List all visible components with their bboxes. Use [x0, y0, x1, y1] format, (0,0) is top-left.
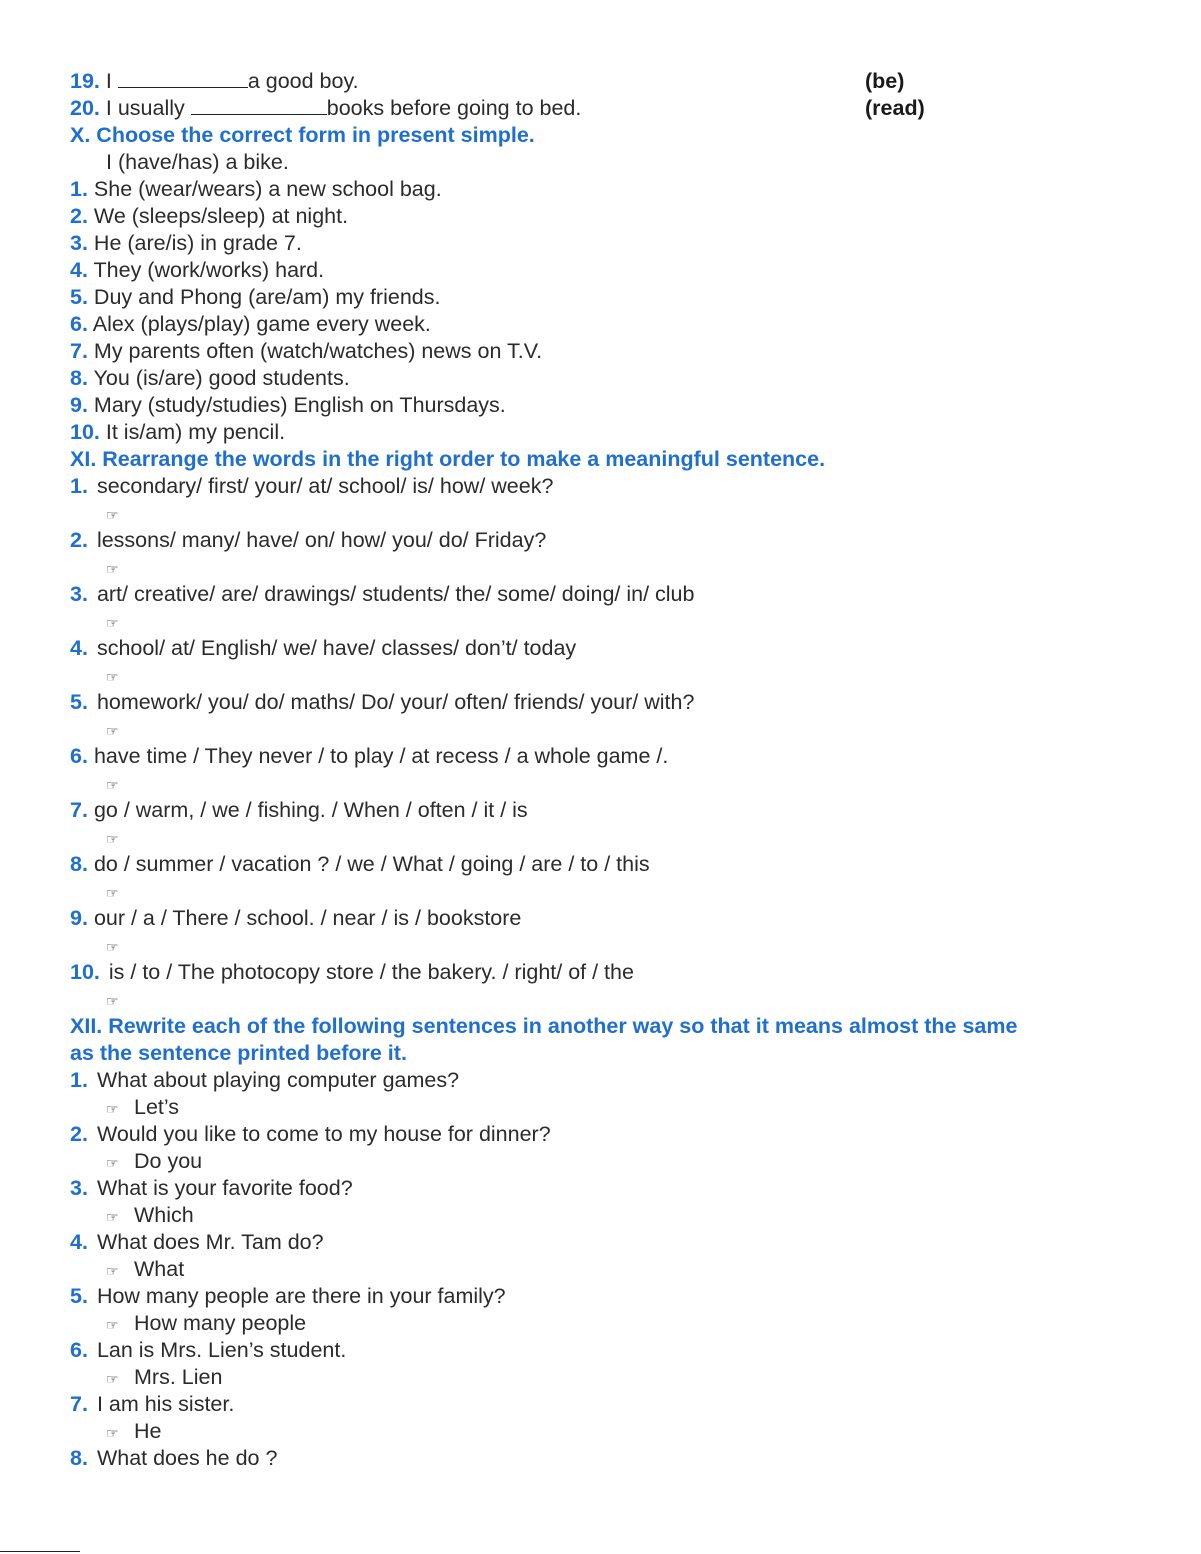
pointing-hand-icon: ☞ — [106, 669, 119, 685]
answer-line[interactable] — [70, 1094, 1130, 1121]
section-xi-list — [70, 473, 1130, 1013]
verb-hint: (read) — [865, 96, 925, 120]
pointing-hand-icon: ☞ — [106, 561, 119, 577]
question-text-before: I — [105, 69, 118, 93]
list-item — [70, 311, 1130, 338]
answer-line[interactable] — [70, 986, 1130, 1013]
answer-start-text: Do you — [134, 1149, 203, 1173]
pointing-hand-icon: ☞ — [106, 1101, 119, 1117]
question-text-after: books before going to bed. — [326, 96, 582, 120]
question-text: I am his sister. — [96, 1392, 235, 1416]
question-number: 4. — [70, 636, 88, 660]
answer-line[interactable] — [70, 554, 1130, 581]
pointing-hand-icon: ☞ — [106, 1155, 119, 1171]
section-x-example: I (have/has) a bike. — [106, 150, 289, 174]
list-item — [70, 527, 1130, 554]
question-number: 1. — [70, 474, 88, 498]
question-text: Lan is Mrs. Lien’s student. — [96, 1338, 347, 1362]
answer-start-text: Which — [134, 1203, 194, 1227]
pointing-hand-icon: ☞ — [106, 831, 119, 847]
question-number: 9. — [70, 906, 88, 930]
answer-blank[interactable] — [191, 96, 327, 115]
list-item — [70, 797, 1130, 824]
question-number: 7. — [70, 1392, 88, 1416]
pointing-hand-icon: ☞ — [106, 1317, 119, 1333]
question-number: 8. — [70, 852, 88, 876]
question-text: do / summer / vacation ? / we / What / going / are / to / this — [93, 852, 650, 876]
question-number: 8. — [70, 1446, 88, 1470]
pointing-hand-icon: ☞ — [106, 1263, 119, 1279]
list-item — [70, 365, 1130, 392]
question-text: Mary (study/studies) English on Thursdays. — [93, 393, 506, 417]
question-text: My parents often (watch/watches) news on T.V. — [93, 339, 543, 363]
question-number: 1. — [70, 1068, 88, 1092]
section-xii-list — [70, 1067, 1130, 1472]
answer-start-text: Let’s — [134, 1095, 180, 1119]
question-text: We (sleeps/sleep) at night. — [93, 204, 349, 228]
pointing-hand-icon: ☞ — [106, 507, 119, 523]
question-text: lessons/ many/ have/ on/ how/ you/ do/ Friday? — [96, 528, 547, 552]
question-text: What about playing computer games? — [96, 1068, 460, 1092]
question-number: 19. — [70, 69, 100, 93]
answer-start-text: What — [134, 1257, 185, 1281]
question-text: They (work/works) hard. — [93, 258, 325, 282]
question-text: He (are/is) in grade 7. — [93, 231, 302, 255]
question-number: 6. — [70, 1338, 88, 1362]
list-item — [70, 473, 1130, 500]
question-text-before: I usually — [105, 96, 191, 120]
question-number: 6. — [70, 744, 88, 768]
section-xi-heading: XI. Rearrange the words in the right order to make a meaningful sentence. — [70, 447, 826, 471]
answer-start-text: Mrs. Lien — [134, 1365, 223, 1389]
verb-hint: (be) — [865, 69, 905, 93]
question-number: 1. — [70, 177, 88, 201]
question-text: Duy and Phong (are/am) my friends. — [93, 285, 441, 309]
question-text: What does Mr. Tam do? — [96, 1230, 324, 1254]
answer-line[interactable] — [70, 608, 1130, 635]
answer-start-text: How many people — [134, 1311, 307, 1335]
question-number: 10. — [70, 420, 100, 444]
question-text: is / to / The photocopy store / the bakery. / right/ of / the — [108, 960, 634, 984]
list-item — [70, 851, 1130, 878]
question-number: 6. — [70, 312, 88, 336]
question-number: 9. — [70, 393, 88, 417]
question-text: She (wear/wears) a new school bag. — [93, 177, 442, 201]
question-number: 20. — [70, 96, 100, 120]
answer-line[interactable] — [70, 824, 1130, 851]
question-text: secondary/ first/ your/ at/ school/ is/ how/ week? — [96, 474, 554, 498]
question-text: You (is/are) good students. — [93, 366, 350, 390]
question-text: go / warm, / we / fishing. / When / often / it / is — [93, 798, 528, 822]
question-number: 7. — [70, 798, 88, 822]
question-text: It is/am) my pencil. — [105, 420, 286, 444]
list-item — [70, 176, 1130, 203]
list-item — [70, 1445, 1130, 1472]
list-item — [70, 203, 1130, 230]
question-number: 10. — [70, 960, 100, 984]
question-text: art/ creative/ are/ drawings/ students/ the/ some/ doing/ in/ club — [96, 582, 695, 606]
question-text: Would you like to come to my house for dinner? — [96, 1122, 551, 1146]
answer-line[interactable] — [70, 1364, 1130, 1391]
question-number: 4. — [70, 1230, 88, 1254]
list-item — [70, 905, 1130, 932]
footnote-rule — [0, 1551, 80, 1552]
list-item — [70, 1121, 1130, 1148]
question-number: 2. — [70, 204, 88, 228]
list-item — [70, 284, 1130, 311]
answer-blank[interactable] — [118, 69, 248, 88]
list-item — [70, 1283, 1130, 1310]
section-x-list — [70, 176, 1130, 446]
list-item — [70, 392, 1130, 419]
list-item — [70, 959, 1130, 986]
question-text: have time / They never / to play / at recess / a whole game /. — [93, 744, 669, 768]
question-text: What does he do ? — [96, 1446, 278, 1470]
list-item — [70, 1067, 1130, 1094]
question-20 — [70, 95, 1130, 122]
question-text: school/ at/ English/ we/ have/ classes/ don’t/ today — [96, 636, 577, 660]
list-item — [70, 1229, 1130, 1256]
section-xii-heading-line1: XII. Rewrite each of the following sentences in another way so that it means almost the same — [70, 1014, 1018, 1038]
question-number: 7. — [70, 339, 88, 363]
list-item — [70, 689, 1130, 716]
question-number: 5. — [70, 1284, 88, 1308]
question-number: 2. — [70, 1122, 88, 1146]
question-number: 3. — [70, 582, 88, 606]
list-item — [70, 419, 1130, 446]
answer-line[interactable] — [70, 932, 1130, 959]
answer-line[interactable] — [70, 1148, 1130, 1175]
answer-line[interactable] — [70, 1256, 1130, 1283]
question-number: 4. — [70, 258, 88, 282]
question-19 — [70, 68, 1130, 95]
question-text-after: a good boy. — [247, 69, 359, 93]
list-item — [70, 1337, 1130, 1364]
pointing-hand-icon: ☞ — [106, 723, 119, 739]
pointing-hand-icon: ☞ — [106, 1209, 119, 1225]
question-text: homework/ you/ do/ maths/ Do/ your/ often/ friends/ your/ with? — [96, 690, 695, 714]
list-item — [70, 743, 1130, 770]
list-item — [70, 635, 1130, 662]
question-text: How many people are there in your family? — [96, 1284, 506, 1308]
question-text: Alex (plays/play) game every week. — [92, 312, 431, 336]
question-number: 3. — [70, 231, 88, 255]
list-item — [70, 581, 1130, 608]
question-text: What is your favorite food? — [96, 1176, 353, 1200]
question-text: our / a / There / school. / near / is / bookstore — [93, 906, 522, 930]
section-xii-heading-line2: as the sentence printed before it. — [70, 1041, 407, 1065]
question-number: 2. — [70, 528, 88, 552]
answer-line[interactable] — [70, 500, 1130, 527]
pointing-hand-icon: ☞ — [106, 777, 119, 793]
answer-line[interactable] — [70, 1310, 1130, 1337]
pointing-hand-icon: ☞ — [106, 615, 119, 631]
answer-start-text: He — [134, 1419, 162, 1443]
answer-line[interactable] — [70, 1202, 1130, 1229]
pointing-hand-icon: ☞ — [106, 885, 119, 901]
question-number: 5. — [70, 285, 88, 309]
pointing-hand-icon: ☞ — [106, 993, 119, 1009]
pointing-hand-icon: ☞ — [106, 1371, 119, 1387]
answer-line[interactable] — [70, 1418, 1130, 1445]
question-number: 5. — [70, 690, 88, 714]
answer-line[interactable] — [70, 716, 1130, 743]
list-item — [70, 1391, 1130, 1418]
answer-line[interactable] — [70, 770, 1130, 797]
section-x-heading: X. Choose the correct form in present simple. — [70, 123, 535, 147]
question-number: 3. — [70, 1176, 88, 1200]
answer-line[interactable] — [70, 878, 1130, 905]
answer-line[interactable] — [70, 662, 1130, 689]
pointing-hand-icon: ☞ — [106, 1425, 119, 1441]
worksheet-page — [70, 68, 1130, 1472]
list-item — [70, 1175, 1130, 1202]
list-item — [70, 230, 1130, 257]
pointing-hand-icon: ☞ — [106, 939, 119, 955]
list-item — [70, 338, 1130, 365]
list-item — [70, 257, 1130, 284]
question-number: 8. — [70, 366, 88, 390]
